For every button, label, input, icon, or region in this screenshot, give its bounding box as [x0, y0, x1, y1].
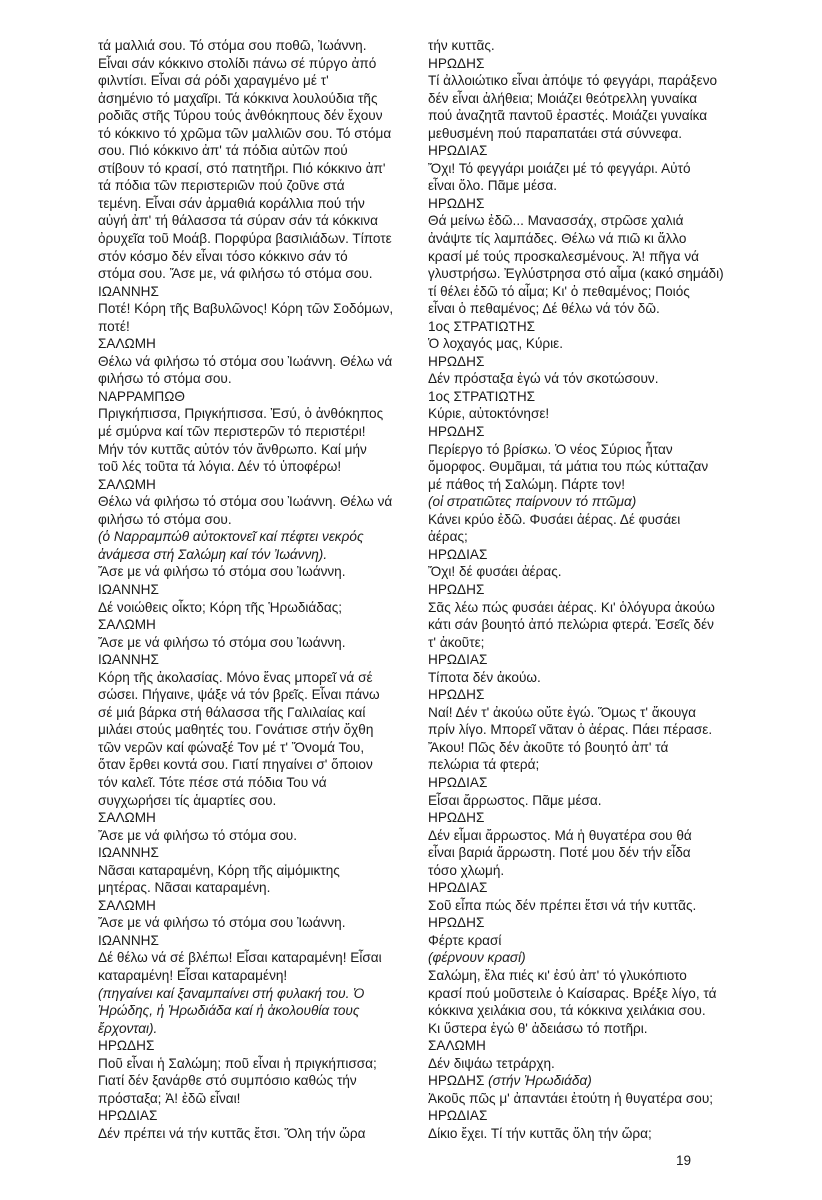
dialogue-line: Ἄσε με νά φιλήσω τό στόμα σου Ἰωάννη. — [98, 564, 346, 580]
dialogue-line: Εἶσαι ἄρρωστος. Πᾶμε μέσα. — [428, 792, 602, 808]
dialogue-line: πελώρια τά φτερά; — [428, 757, 540, 773]
dialogue-line: τό κόκκινο τό χρῶμα τῶν μαλλιῶν σου. Τό στόμα — [98, 125, 392, 141]
speaker-name: ΣΑΛΩΜΗ — [98, 897, 156, 913]
dialogue-line: ὀρυχεῖα τοῦ Μοάβ. Πορφύρα βασιλιάδων. Τίποτε — [98, 231, 392, 247]
dialogue-line: μιλάει στούς μαθητές του. Γονάτισε στήν ὄχθη — [98, 722, 374, 738]
dialogue-line: Δέ θέλω νά σέ βλέπω! Εἶσαι καταραμένη! Εἶσαι — [98, 950, 382, 966]
dialogue-line: κρασί μέ τούς προσκαλεσμένους. Ἀ! πῆγα νά — [428, 248, 699, 264]
dialogue-line: Θέλω νά φιλήσω τό στόμα σου Ἰωάννη. Θέλω νά — [98, 494, 393, 510]
right-column — [428, 37, 728, 1142]
dialogue-line: φιλήσω τό στόμα σου. — [98, 511, 232, 527]
stage-direction: (πηγαίνει καί ξαναμπαίνει στή φυλακή του. Ὁ — [98, 985, 365, 1001]
dialogue-line: Γιατί δέν ξανάρθε στό συμπόσιο καθώς τήν — [98, 1073, 357, 1089]
dialogue-line: τόσο χλωμή. — [428, 862, 505, 878]
dialogue-line: Ἄσε με νά φιλήσω τό στόμα σου Ἰωάννη. — [98, 915, 346, 931]
dialogue-line: σώσει. Πήγαινε, ψάξε νά τόν βρεῖς. Εἶναι πάνω — [98, 687, 380, 703]
dialogue-line: Περίεργο τό βρίσκω. Ὁ νέος Σύριος ἦταν — [428, 441, 673, 457]
dialogue-line: σου. Πιό κόκκινο ἀπ' τά πόδια αὐτῶν πού — [98, 143, 348, 159]
dialogue-line: Θέλω νά φιλήσω τό στόμα σου Ἰωάννη. Θέλω νά — [98, 353, 393, 369]
dialogue-line: τόν καλεῖ. Τότε πέσε στά πόδια Του νά — [98, 774, 327, 790]
dialogue-line: Τί ἀλλοιώτικο εἶναι ἀπόψε τό φεγγάρι, παράξενο — [428, 73, 718, 89]
speaker-name: ΝΑΡΡΑΜΠΩΘ — [98, 388, 185, 404]
dialogue-line: Σοῦ εἶπα πώς δέν πρέπει ἔτσι νά τήν κυττᾶς. — [428, 897, 697, 913]
dialogue-line: Ἄσε με νά φιλήσω τό στόμα σου Ἰωάννη. — [98, 634, 346, 650]
dialogue-line: τά μαλλιά σου. Τό στόμα σου ποθῶ, Ἰωάννη. — [98, 38, 367, 53]
dialogue-line: Φέρτε κρασί — [428, 932, 502, 948]
dialogue-line: ὄμορφος. Θυμᾶμαι, τά μάτια του πώς κύτταζαν — [428, 459, 709, 475]
dialogue-line: τεμένη. Εἶναι σάν ἀρμαθιά κοράλλια πού τήν — [98, 195, 365, 211]
speaker-name: ΗΡΩΔΗΣ — [428, 424, 485, 440]
dialogue-line: Κάνει κρύο ἐδῶ. Φυσάει ἀέρας. Δέ φυσάει — [428, 511, 681, 527]
dialogue-line: σέ μιά βάρκα στή θάλασσα τῆς Γαλιλαίας καί — [98, 704, 366, 720]
speaker-name: ΣΑΛΩΜΗ — [98, 810, 156, 826]
dialogue-line: ποτέ! — [98, 318, 130, 334]
speaker-name: ΗΡΩΔΙΑΣ — [428, 774, 488, 790]
speaker-name: ΗΡΩΔΙΑΣ — [428, 652, 488, 668]
dialogue-line: Σαλώμη, ἔλα πιές κι' ἐσύ ἀπ' τό γλυκόπιοτο — [428, 967, 687, 983]
dialogue-line: κόκκινα χειλάκια σου, τά κόκκινα χειλάκια σου. — [428, 1003, 706, 1019]
dialogue-line: ἀέρας; — [428, 529, 468, 545]
speaker-name: ΗΡΩΔΙΑΣ — [428, 880, 488, 896]
dialogue-line: πρίν λίγο. Μπορεῖ νᾶταν ὁ ἀέρας. Πάει πέρασε. — [428, 722, 713, 738]
speaker-name: ΗΡΩΔΗΣ — [428, 687, 485, 703]
dialogue-line: τ' ἀκοῦτε; — [428, 634, 485, 650]
dialogue-line: στόμα σου. Ἄσε με, νά φιλήσω τό στόμα σου. — [98, 266, 373, 282]
dialogue-line: ὅταν ἔρθει κοντά σου. Γιατί πηγαίνει σ' ὅποιον — [98, 757, 373, 773]
speaker-name: ΗΡΩΔΗΣ — [428, 353, 485, 369]
dialogue-line: τήν κυττᾶς. — [428, 38, 495, 53]
stage-direction: ἔρχονται). — [98, 1020, 158, 1036]
stage-direction: (στήν Ἡρωδιάδα) — [488, 1073, 592, 1089]
speaker-name: 1ος ΣΤΡΑΤΙΩΤΗΣ — [428, 318, 536, 334]
left-column — [98, 37, 398, 1142]
dialogue-line: καταραμένη! Εἶσαι καταραμένη! — [98, 967, 288, 983]
dialogue-line: Δίκιο ἔχει. Τί τήν κυττᾶς ὅλη τήν ὥρα; — [428, 1125, 652, 1141]
speaker-name: ΗΡΩΔΙΑΣ — [98, 1108, 158, 1124]
dialogue-line: Κόρη τῆς ἀκολασίας. Μόνο ἕνας μπορεῖ νά σέ — [98, 669, 373, 685]
dialogue-line: συγχωρήσει τίς ἁμαρτίες σου. — [98, 792, 277, 808]
dialogue-line: μητέρας. Νᾶσαι καταραμένη. — [98, 880, 271, 896]
dialogue-line: ροδιᾶς στῆς Τύρου τούς ἀνθόκηπους δέν ἔχουν — [98, 108, 383, 124]
dialogue-line: Ὄχι! δέ φυσάει ἀέρας. — [428, 564, 562, 580]
dialogue-line: Εἶναι σάν κόκκινο στολίδι πάνω σέ πύργο ἀπό — [98, 55, 377, 71]
dialogue-line: Τίποτα δέν ἀκούω. — [428, 669, 541, 685]
dialogue-line: μέ σμύρνα καί τῶν περιστερῶν τό περιστέρι! — [98, 424, 366, 440]
dialogue-line: τί θέλει ἐδῶ τό αἷμα; Κι' ὁ πεθαμένος; Ποιός — [428, 283, 690, 299]
speaker-name: ΣΑΛΩΜΗ — [98, 617, 156, 633]
dialogue-line: τῶν νερῶν καί φώναξέ Τον μέ τ' Ὄνομά Του, — [98, 739, 365, 755]
speaker-name: ΗΡΩΔΗΣ — [428, 581, 485, 597]
speaker-name: ΗΡΩΔΙΑΣ — [428, 1108, 488, 1124]
speaker-name: ΙΩΑΝΝΗΣ — [98, 581, 159, 597]
dialogue-line: στόν κόσμο δέν εἶναι τόσο κόκκινο σάν τό — [98, 248, 348, 264]
dialogue-line: Σᾶς λέω πώς φυσάει ἀέρας. Κι' ὁλόγυρα ἀκούω — [428, 599, 715, 615]
dialogue-line: Ὄχι! Τό φεγγάρι μοιάζει μέ τό φεγγάρι. Αὐτό — [428, 160, 691, 176]
stage-direction: (φέρνουν κρασί) — [428, 950, 526, 966]
speaker-name: ΗΡΩΔΗΣ — [428, 810, 485, 826]
speaker-name: ΗΡΩΔΗΣ — [98, 1038, 155, 1054]
dialogue-line: Ἄσε με νά φιλήσω τό στόμα σου. — [98, 827, 298, 843]
speaker-name: ΗΡΩΔΗΣ — [428, 195, 485, 211]
stage-direction: (ὁ Ναρραμπώθ αὐτοκτονεῖ καί πέφτει νεκρός — [98, 529, 364, 545]
dialogue-line: Δέν πρόσταξα ἐγώ νά τόν σκοτώσουν. — [428, 371, 659, 387]
dialogue-line: Ναί! Δέν τ' ἀκούω οὔτε ἐγώ. Ὅμως τ' ἄκουγα — [428, 704, 696, 720]
dialogue-line: εἶναι ὁ πεθαμένος; Δέ θέλω νά τόν δῶ. — [428, 301, 660, 317]
stage-direction: (οἱ στρατιῶτες παίρνουν τό πτῶμα) — [428, 494, 637, 510]
dialogue-line: Νᾶσαι καταραμένη, Κόρη τῆς αἱμόμικτης — [98, 862, 340, 878]
dialogue-line: Ἀκοῦς πῶς μ' ἀπαντάει ἐτούτη ἡ θυγατέρα σου; — [428, 1090, 714, 1106]
speaker-name: ΙΩΑΝΝΗΣ — [98, 845, 159, 861]
dialogue-line: τά πόδια τῶν περιστεριῶν πού ζοῦνε στά — [98, 178, 345, 194]
speaker-name: ΣΑΛΩΜΗ — [428, 1038, 486, 1054]
dialogue-line: αὐγή ἀπ' τή θάλασσα τά σύραν σάν τά κόκκινα — [98, 213, 378, 229]
dialogue-line: μέ πάθος τή Σαλώμη. Πάρτε τον! — [428, 476, 626, 492]
dialogue-line: Ποτέ! Κόρη τῆς Βαβυλῶνος! Κόρη τῶν Σοδόμων, — [98, 301, 394, 317]
dialogue-line: Δέν εἶμαι ἄρρωστος. Μά ἡ θυγατέρα σου θά — [428, 827, 692, 843]
speaker-name-with-direction — [428, 1072, 728, 1090]
dialogue-line: τοῦ λές τοῦτα τά λόγια. Δέν τό ὑποφέρω! — [98, 459, 342, 475]
speaker-name: ΣΑΛΩΜΗ — [98, 476, 156, 492]
speaker-name: ΙΩΑΝΝΗΣ — [98, 283, 159, 299]
dialogue-line: Κύριε, αὐτοκτόνησε! — [428, 406, 550, 422]
stage-direction: Ἡρώδης, ἡ Ἡρωδιάδα καί ἡ ἀκολουθία τους — [98, 1003, 360, 1019]
dialogue-line: ἀνάψτε τίς λαμπάδες. Θέλω νά πιῶ κι ἄλλο — [428, 231, 687, 247]
dialogue-line: φιλήσω τό στόμα σου. — [98, 371, 232, 387]
dialogue-line: Μήν τόν κυττᾶς αὐτόν τόν ἄνθρωπο. Καί μήν — [98, 441, 367, 457]
dialogue-line: εἶναι βαριά ἄρρωστη. Ποτέ μου δέν τήν εἶδα — [428, 845, 691, 861]
speaker-name: ΗΡΩΔΗΣ — [428, 915, 485, 931]
dialogue-line: Πριγκήπισσα, Πριγκήπισσα. Ἐσύ, ὁ ἀνθόκηπος — [98, 406, 384, 422]
dialogue-line: φιλντίσι. Εἶναι σά ρόδι χαραγμένο μέ τ' — [98, 73, 329, 89]
dialogue-line: ἀσημένιο τό μαχαῖρι. Τά κόκκινα λουλούδια τῆς — [98, 90, 378, 106]
speaker-name: ΙΩΑΝΝΗΣ — [98, 652, 159, 668]
speaker-name: 1ος ΣΤΡΑΤΙΩΤΗΣ — [428, 388, 536, 404]
dialogue-line: στίβουν τό κρασί, στό πατητῆρι. Πιό κόκκινο ἀπ' — [98, 160, 386, 176]
dialogue-line: Δέν διψάω τετράρχη. — [428, 1055, 555, 1071]
dialogue-line: Δέν πρέπει νά τήν κυττᾶς ἔτσι. Ὅλη τήν ὥρα — [98, 1125, 366, 1141]
dialogue-line: Ὁ λοχαγός μας, Κύριε. — [428, 336, 564, 352]
dialogue-line: πρόσταξα; Ἀ! ἐδῶ εἶναι! — [98, 1090, 241, 1106]
page-number: 19 — [676, 1153, 692, 1168]
dialogue-line: Θά μείνω ἐδῶ... Μανασσάχ, στρῶσε χαλιά — [428, 213, 684, 229]
dialogue-line: Ποῦ εἶναι ἡ Σαλώμη; ποῦ εἶναι ἡ πριγκήπισσα; — [98, 1055, 377, 1071]
speaker-name: ΙΩΑΝΝΗΣ — [98, 932, 159, 948]
dialogue-line: πού ἀναζητᾶ παντοῦ ἐραστές. Μοιάζει γυναίκα — [428, 108, 708, 124]
dialogue-line: μεθυσμένη πού παραπατάει στά σύννεφα. — [428, 125, 682, 141]
speaker-name: ΗΡΩΔΙΑΣ — [428, 143, 488, 159]
dialogue-line: Δέ νοιώθεις οἶκτο; Κόρη τῆς Ἡρωδιάδας; — [98, 599, 343, 615]
dialogue-line: εἶναι ὅλο. Πᾶμε μέσα. — [428, 178, 558, 194]
dialogue-line: Ἄκου! Πῶς δέν ἀκοῦτε τό βουητό ἀπ' τά — [428, 739, 669, 755]
dialogue-line: Κι ὕστερα ἐγώ θ' ἀδειάσω τό ποτῆρι. — [428, 1020, 648, 1036]
dialogue-line: κρασί πού μοῦστειλε ὁ Καίσαρας. Βρέξε λίγο, τά — [428, 985, 717, 1001]
dialogue-line: κάτι σάν βουητό ἀπό πελώρια φτερά. Ἐσεῖς δέν — [428, 617, 714, 633]
dialogue-line: δέν εἶναι ἀλήθεια; Μοιάζει θεότρελλη γυναίκα — [428, 90, 698, 106]
speaker-name: ΣΑΛΩΜΗ — [98, 336, 156, 352]
dialogue-line: γλυστρήσω. Ἐγλύστρησα στό αἷμα (κακό σημάδι) — [428, 266, 724, 282]
speaker-name: ΗΡΩΔΙΑΣ — [428, 546, 488, 562]
speaker-name: ΗΡΩΔΗΣ — [428, 1073, 485, 1089]
speaker-name: ΗΡΩΔΗΣ — [428, 55, 485, 71]
stage-direction: ἀνάμεσα στή Σαλώμη καί τόν Ἰωάννη). — [98, 546, 328, 562]
